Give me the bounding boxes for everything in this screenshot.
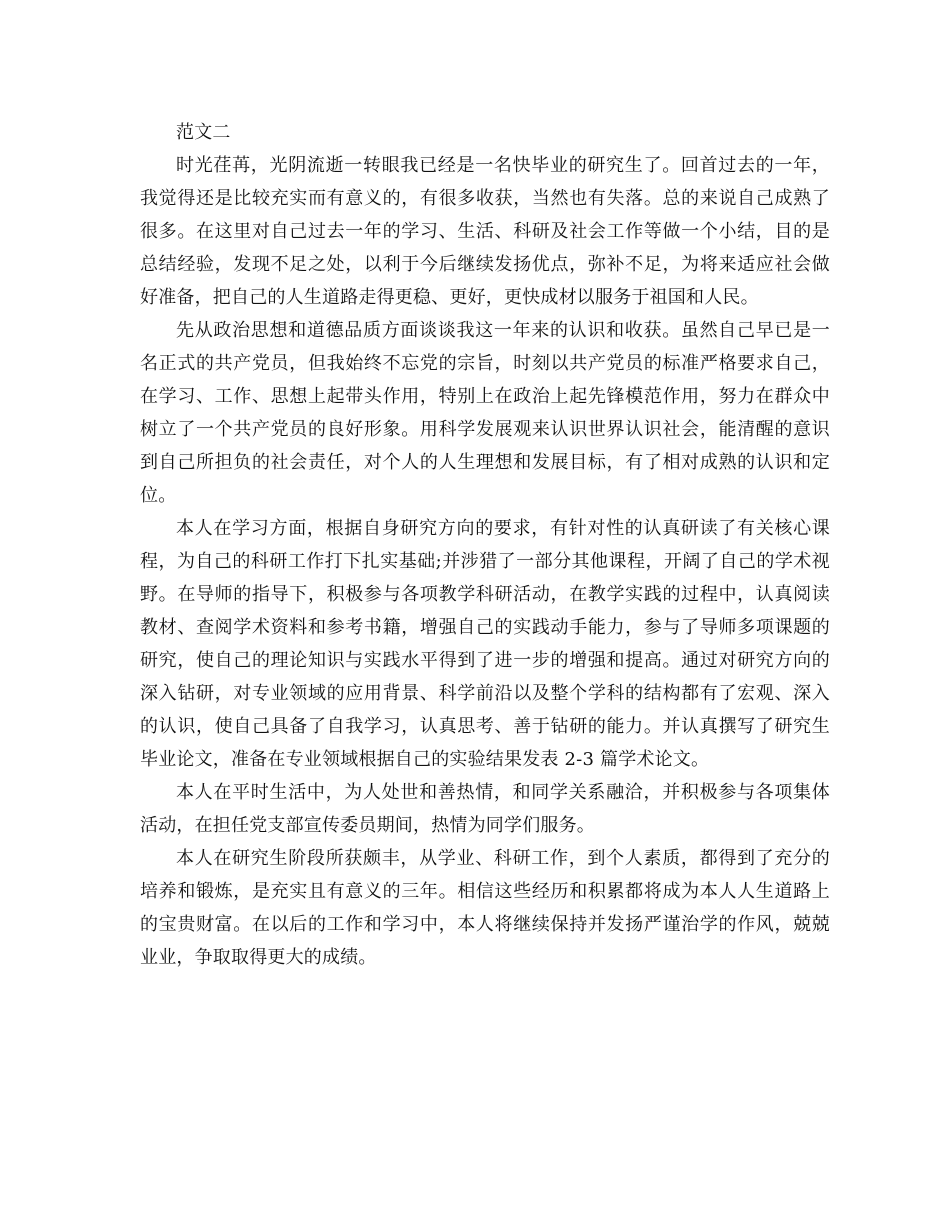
paragraph-daily-life: 本人在平时生活中，为人处世和善热情，和同学关系融洽，并积极参与各项集体活动，在担任党支部宣传委员期间，热情为同学们服务。	[140, 782, 830, 836]
paragraph-political-thought: 先从政治思想和道德品质方面谈谈我这一年来的认识和收获。虽然自己早已是一名正式的共产党员，但我始终不忘党的宗旨，时刻以共产党员的标准严格要求自己，在学习、工作、思想上起带头作用，特别上在政治上起先锋模范作用，努力在群众中树立了一个共产党员的良好形象。用科学发展观来认识世界认识社会，能清醒的意识到自己所担负的社会责任，对个人的人生理想和发展目标，有了相对成熟的认识和定位。	[140, 320, 830, 506]
paragraph-study: 本人在学习方面，根据自身研究方向的要求，有针对性的认真研读了有关核心课程，为自己的科研工作打下扎实基础;并涉猎了一部分其他课程，开阔了自己的学术视野。在导师的指导下，积极参与各项教学科研活动，在教学实践的过程中，认真阅读教材、查阅学术资料和参考书籍，增强自己的实践动手能力，参与了导师多项课题的研究，使自己的理论知识与实践水平得到了进一步的增强和提高。通过对研究方向的深入钻研，对专业领域的应用背景、科学前沿以及整个学科的结构都有了宏观、深入的认识，使自己具备了自我学习，认真思考、善于钻研的能力。并认真撰写了研究生毕业论文，准备在专业领域根据自己的实验结果发表 2-3 篇学术论文。	[140, 518, 830, 770]
paragraph-intro: 时光荏苒，光阴流逝一转眼我已经是一名快毕业的研究生了。回首过去的一年，我觉得还是比较充实而有意义的，有很多收获，当然也有失落。总的来说自己成熟了很多。在这里对自己过去一年的学习、生活、科研及社会工作等做一个小结，目的是总结经验，发现不足之处，以利于今后继续发扬优点，弥补不足，为将来适应社会做好准备，把自己的人生道路走得更稳、更好，更快成材以服务于祖国和人民。	[140, 155, 830, 308]
document-heading: 范文二	[176, 122, 231, 143]
paragraph-conclusion: 本人在研究生阶段所获颇丰，从学业、科研工作，到个人素质，都得到了充分的培养和锻炼，是充实且有意义的三年。相信这些经历和积累都将成为本人人生道路上的宝贵财富。在以后的工作和学习中，本人将继续保持并发扬严谨治学的作风，兢兢业业，争取取得更大的成绩。	[140, 848, 830, 968]
document-page	[140, 116, 830, 974]
